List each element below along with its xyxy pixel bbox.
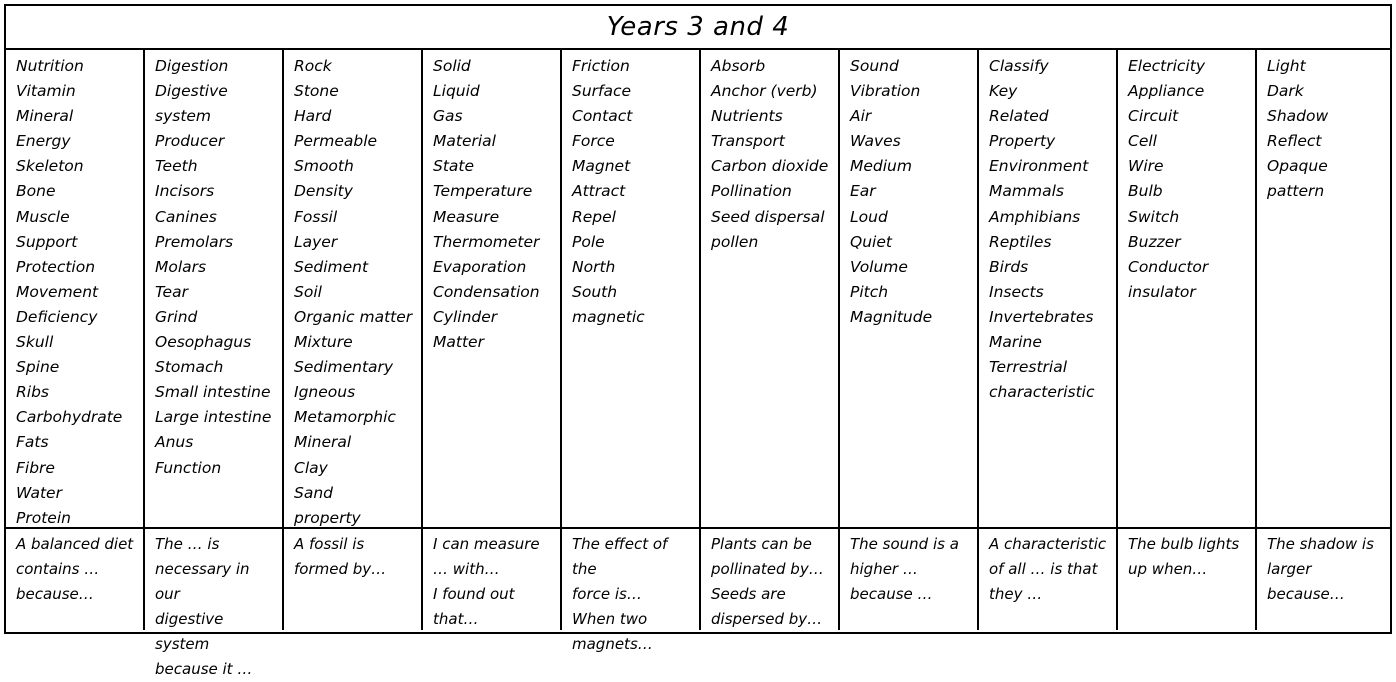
vocabulary-word: Contact <box>572 107 633 126</box>
vocabulary-word: Sand <box>294 483 333 502</box>
vocabulary-word: Rock <box>294 57 332 75</box>
vocabulary-word: property <box>294 508 361 527</box>
vocabulary-word: Repel <box>572 207 616 226</box>
vocabulary-word: Air <box>850 107 872 126</box>
prompt-cell <box>562 529 701 653</box>
vocabulary-word: Magnet <box>572 157 631 176</box>
vocabulary-word: Related <box>989 107 1049 126</box>
vocabulary-word: pollen <box>711 232 759 251</box>
vocabulary-word: Premolars <box>155 232 234 251</box>
vocabulary-word: Protection <box>16 257 96 276</box>
vocabulary-word: Property <box>989 132 1056 151</box>
sentence-starters-row <box>6 529 1390 678</box>
page-title: Years 3 and 4 <box>606 12 790 42</box>
vocabulary-word: Light <box>1267 57 1306 75</box>
prompt-cell <box>701 529 840 630</box>
vocabulary-word: Cell <box>1128 132 1157 151</box>
vocabulary-word: magnetic <box>572 307 645 326</box>
vocabulary-word: Incisors <box>155 182 215 201</box>
vocabulary-word: Mineral <box>294 433 352 452</box>
vocabulary-word: Soil <box>294 282 322 301</box>
sentence-starter: The sound is a higher … because … <box>850 535 959 603</box>
vocabulary-words-row <box>6 50 1390 529</box>
vocabulary-word: Pollination <box>711 182 792 201</box>
vocabulary-word: system <box>155 107 212 126</box>
word-column-forces-magnets <box>562 50 701 527</box>
sentence-starter: I can measure … with… I found out that… <box>433 535 540 628</box>
vocabulary-word: Deficiency <box>16 307 98 326</box>
vocabulary-word: Function <box>155 458 222 477</box>
word-column-states-of-matter <box>423 50 562 527</box>
vocabulary-word: Waves <box>850 132 901 151</box>
vocabulary-word: Measure <box>433 207 500 226</box>
vocabulary-word: Fossil <box>294 207 338 226</box>
word-column-electricity <box>1118 50 1257 527</box>
vocabulary-word: Carbon dioxide <box>711 157 829 176</box>
vocabulary-word: Shadow <box>1267 107 1329 126</box>
vocabulary-word: Teeth <box>155 157 198 176</box>
vocabulary-word: Vibration <box>850 82 921 101</box>
prompt-cell <box>1257 529 1390 630</box>
vocabulary-word: Fats <box>16 433 49 452</box>
vocabulary-word: Ribs <box>16 383 49 402</box>
vocabulary-word: Appliance <box>1128 82 1205 101</box>
vocabulary-word: Metamorphic <box>294 408 396 427</box>
word-column-nutrition <box>6 50 145 527</box>
vocabulary-word: Anchor (verb) <box>711 82 818 101</box>
vocabulary-word: Mammals <box>989 182 1064 201</box>
vocabulary-word: Gas <box>433 107 463 126</box>
prompt-cell <box>423 529 562 630</box>
prompt-cell <box>840 529 979 630</box>
word-column-sound <box>840 50 979 527</box>
vocabulary-word: Friction <box>572 57 630 75</box>
vocabulary-word: Attract <box>572 182 626 201</box>
prompt-cell <box>6 529 145 630</box>
vocabulary-word: Canines <box>155 207 217 226</box>
vocabulary-word: Classify <box>989 57 1049 75</box>
vocabulary-word: Density <box>294 182 353 201</box>
vocabulary-word: Invertebrates <box>989 307 1094 326</box>
vocabulary-word: Spine <box>16 358 60 377</box>
vocabulary-word: Skull <box>16 333 54 352</box>
vocabulary-word: Dark <box>1267 82 1304 101</box>
vocabulary-word: Carbohydrate <box>16 408 123 427</box>
vocabulary-word: Temperature <box>433 182 533 201</box>
vocabulary-word: Ear <box>850 182 876 201</box>
vocabulary-word: Reflect <box>1267 132 1322 151</box>
vocabulary-word: Quiet <box>850 232 892 251</box>
vocabulary-word: Force <box>572 132 615 151</box>
vocabulary-word: Producer <box>155 132 225 151</box>
vocabulary-word: Sedimentary <box>294 358 394 377</box>
vocabulary-word: Cylinder <box>433 307 498 326</box>
vocabulary-word: Insects <box>989 282 1044 301</box>
vocabulary-word: Small intestine <box>155 383 271 402</box>
vocabulary-word: Energy <box>16 132 71 151</box>
vocabulary-word: Stomach <box>155 358 224 377</box>
vocabulary-word: Birds <box>989 257 1029 276</box>
sentence-starter: A fossil is formed by… <box>294 535 387 578</box>
word-column-digestion <box>145 50 284 527</box>
vocabulary-word: Clay <box>294 458 328 477</box>
sentence-starter: A characteristic of all … is that they … <box>989 535 1107 603</box>
vocabulary-word: Environment <box>989 157 1089 176</box>
vocabulary-word: Tear <box>155 282 188 301</box>
vocabulary-word: Electricity <box>1128 57 1205 75</box>
vocabulary-word: Material <box>433 132 496 151</box>
vocabulary-word: Switch <box>1128 207 1180 226</box>
vocabulary-word: Sediment <box>294 257 369 276</box>
sentence-starter: The shadow is larger because… <box>1267 535 1374 603</box>
vocabulary-word: Opaque <box>1267 157 1328 176</box>
vocabulary-word: Transport <box>711 132 785 151</box>
vocabulary-word: South <box>572 282 618 301</box>
vocabulary-word: characteristic <box>989 383 1095 402</box>
word-column-light <box>1257 50 1390 527</box>
vocabulary-word: Oesophagus <box>155 333 252 352</box>
vocabulary-word: Grind <box>155 307 198 326</box>
sentence-starter: The effect of the force is… When two magnets… <box>572 535 668 653</box>
vocabulary-word: Organic matter <box>294 307 413 326</box>
vocabulary-word: Digestion <box>155 57 229 75</box>
vocabulary-word: Mixture <box>294 333 353 352</box>
vocabulary-word: insulator <box>1128 282 1196 301</box>
vocabulary-word: Fibre <box>16 458 55 477</box>
sentence-starter: The … is necessary in our digestive system because it … <box>155 535 253 678</box>
vocabulary-word: Anus <box>155 433 194 452</box>
vocabulary-word: Pitch <box>850 282 889 301</box>
vocabulary-word: Vitamin <box>16 82 76 101</box>
vocabulary-word: Stone <box>294 82 339 101</box>
vocabulary-word: pattern <box>1267 182 1325 201</box>
vocabulary-word: Condensation <box>433 282 540 301</box>
word-column-living-things <box>979 50 1118 527</box>
vocabulary-word: Surface <box>572 82 632 101</box>
vocabulary-word: Nutrition <box>16 57 84 75</box>
table-title-row <box>6 6 1390 50</box>
vocabulary-table <box>4 4 1392 678</box>
vocabulary-word: North <box>572 257 616 276</box>
vocabulary-word: Permeable <box>294 132 378 151</box>
vocabulary-word: Smooth <box>294 157 354 176</box>
vocabulary-word: Amphibians <box>989 207 1081 226</box>
word-column-plants <box>701 50 840 527</box>
vocabulary-word: Mineral <box>16 107 74 126</box>
vocabulary-word: State <box>433 157 475 176</box>
vocabulary-word: Movement <box>16 282 99 301</box>
prompt-cell <box>1118 529 1257 630</box>
vocabulary-word: Buzzer <box>1128 232 1181 251</box>
vocabulary-word: Terrestrial <box>989 358 1068 377</box>
vocabulary-word: Thermometer <box>433 232 540 251</box>
vocabulary-word: Nutrients <box>711 107 783 126</box>
vocabulary-word: Digestive <box>155 82 228 101</box>
vocabulary-word: Igneous <box>294 383 356 402</box>
word-column-rocks <box>284 50 423 527</box>
vocabulary-word: Absorb <box>711 57 766 75</box>
vocabulary-word: Conductor <box>1128 257 1209 276</box>
prompt-cell <box>145 529 284 678</box>
vocabulary-word: Hard <box>294 107 332 126</box>
vocabulary-word: Seed dispersal <box>711 207 825 226</box>
sentence-starter: A balanced diet contains … because… <box>16 535 134 603</box>
prompt-cell <box>979 529 1118 630</box>
sentence-starter: Plants can be pollinated by… Seeds are dispersed by… <box>711 535 824 628</box>
vocabulary-word: Marine <box>989 333 1042 352</box>
vocabulary-word: Medium <box>850 157 912 176</box>
vocabulary-word: Support <box>16 232 78 251</box>
vocabulary-word: Volume <box>850 257 908 276</box>
vocabulary-word: Wire <box>1128 157 1164 176</box>
vocabulary-word: Evaporation <box>433 257 527 276</box>
vocabulary-word: Sound <box>850 57 899 75</box>
vocabulary-word: Magnitude <box>850 307 933 326</box>
vocabulary-word: Layer <box>294 232 338 251</box>
vocabulary-word: Skeleton <box>16 157 84 176</box>
vocabulary-word: Reptiles <box>989 232 1052 251</box>
prompt-cell <box>284 529 423 630</box>
vocabulary-word: Matter <box>433 333 484 352</box>
vocabulary-word: Loud <box>850 207 888 226</box>
vocabulary-word: Muscle <box>16 207 70 226</box>
vocabulary-word: Key <box>989 82 1018 101</box>
vocabulary-word: Liquid <box>433 82 480 101</box>
vocabulary-word: Bone <box>16 182 56 201</box>
vocabulary-word: Water <box>16 483 62 502</box>
vocabulary-word: Solid <box>433 57 471 75</box>
vocabulary-word: Bulb <box>1128 182 1163 201</box>
vocabulary-word: Molars <box>155 257 207 276</box>
sentence-starter: The bulb lights up when… <box>1128 535 1240 578</box>
vocabulary-word: Pole <box>572 232 605 251</box>
vocabulary-word: Large intestine <box>155 408 272 427</box>
vocabulary-word: Circuit <box>1128 107 1179 126</box>
vocabulary-word: Protein <box>16 508 71 527</box>
